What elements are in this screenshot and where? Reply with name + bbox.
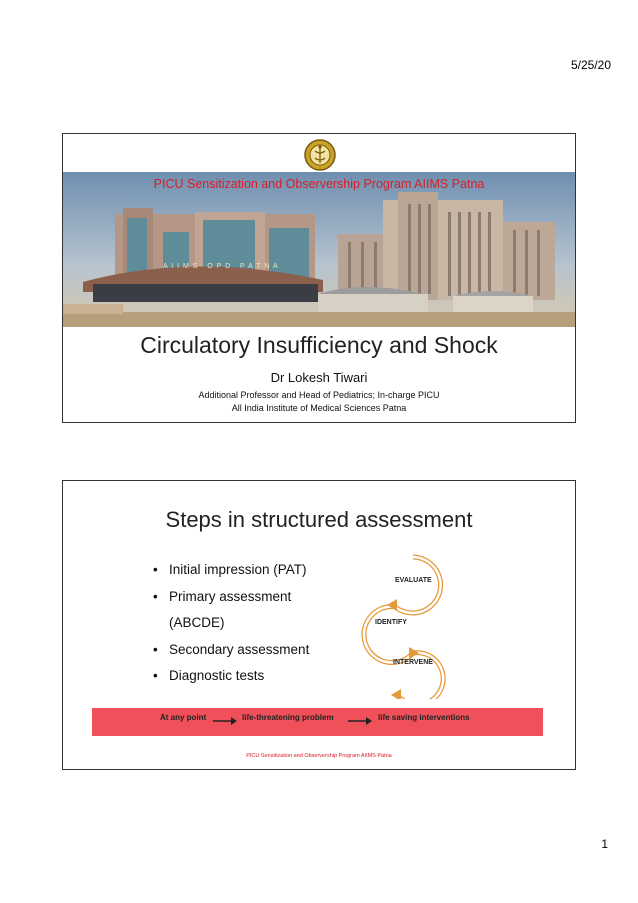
author-institution: All India Institute of Medical Sciences Patna (231, 403, 407, 413)
list-item: • Secondary assessment (153, 641, 310, 657)
slide-title-text: Steps in structured assessment (165, 507, 473, 532)
arrow-right-icon (213, 717, 237, 725)
bullet-list (153, 557, 353, 690)
aiims-emblem-icon (300, 138, 340, 172)
banner-text-problem: life-threatening problem (242, 713, 334, 722)
program-title: PICU Sensitization and Observership Program AIIMS Patna (153, 177, 485, 191)
slide-title-text: Circulatory Insufficiency and Shock (140, 332, 498, 358)
arrow-right-icon (348, 717, 372, 725)
author-role: Additional Professor and Head of Pediatrics; In-charge PICU (198, 390, 440, 400)
page-date: 5/25/20 (570, 58, 611, 72)
list-item: (ABCDE) (169, 615, 225, 630)
cycle-label-intervene: INTERVENE (393, 659, 433, 666)
banner-text-point: At any point (160, 713, 207, 722)
slide-title (62, 133, 576, 423)
page-number: 1 (601, 837, 608, 851)
assessment-cycle-diagram (355, 549, 465, 699)
cycle-label-evaluate: EVALUATE (395, 577, 432, 584)
slide-footer: PICU Sensitization and Observership Program AIIMS Patna (246, 753, 392, 759)
list-item: • Initial impression (PAT) (153, 562, 307, 577)
hospital-photo (63, 172, 575, 327)
list-item: • Diagnostic tests (153, 668, 265, 683)
author-name: Dr Lokesh Tiwari (270, 370, 368, 385)
banner-text-interventions: life saving interventions (378, 713, 470, 722)
intervention-banner (92, 708, 543, 736)
cycle-label-identify: IDENTIFY (375, 619, 407, 626)
building-sign: A I I M S O P D P A T N A (163, 263, 279, 270)
list-item: • Primary assessment (153, 588, 292, 604)
slide-assessment (62, 480, 576, 770)
